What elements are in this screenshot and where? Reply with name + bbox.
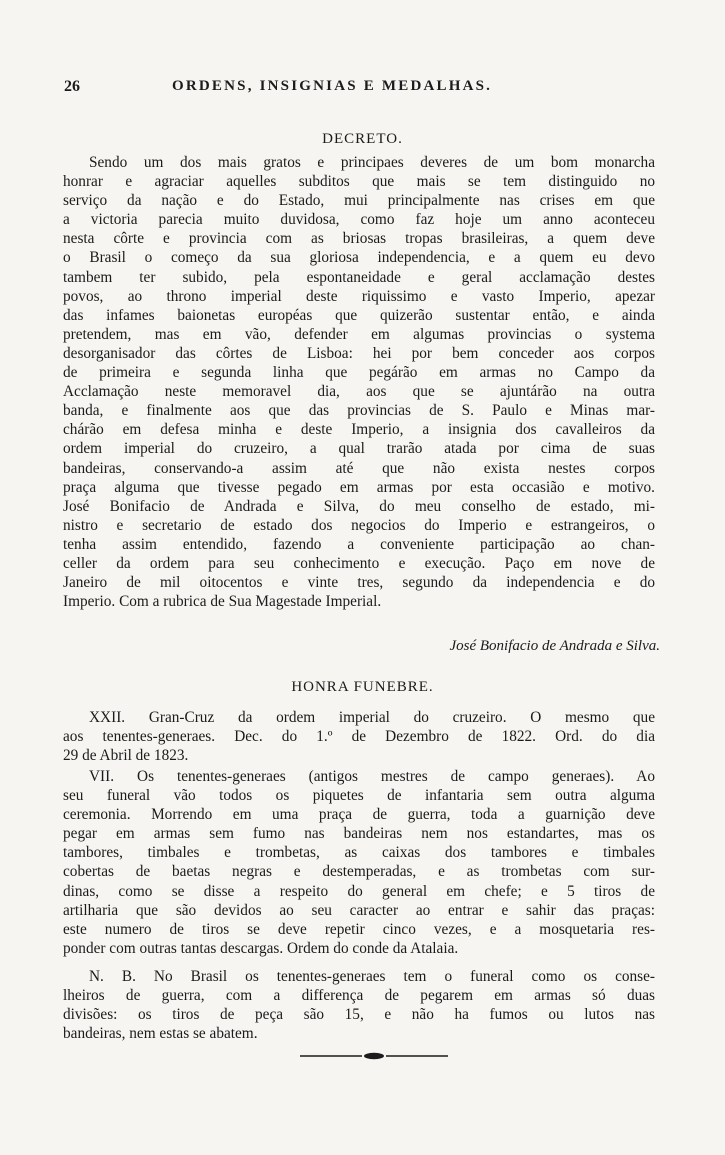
text-line: Imperio. Com a rubrica de Sua Magestade Imperial. <box>63 593 382 611</box>
text-line: ponder com outras tantas descargas. Ordem do conde da Atalaia. <box>63 939 459 957</box>
text-line: divisões: os tiros de peça são 15, e não ha fumos ou lutos nas <box>63 1006 655 1024</box>
text-line: serviço da nação e do Estado, mui principalmente nas crises em que <box>63 192 655 210</box>
text-line: Janeiro de mil oitocentos e vinte tres, segundo da independencia e do <box>63 574 655 592</box>
text-line: tambores, timbales e trombetas, as caixas dos tambores e timbales <box>63 844 655 862</box>
text-line: praça alguma que tivesse pegado em armas por esta occasião e motivo. <box>63 478 655 496</box>
text-line: Acclamação neste memoravel dia, aos que se ajuntárão na outra <box>63 383 655 401</box>
text-line: de primeira e segunda linha que pegárão em armas no Campo da <box>63 364 655 382</box>
text-line: celler da ordem para seu conhecimento e execução. Paço em nove de <box>63 554 655 572</box>
text-line: XXII. Gran-Cruz da ordem imperial do cruzeiro. O mesmo que <box>89 709 655 726</box>
text-line: tambem ter subido, pela espontaneidade e geral acclamação destes <box>63 268 655 286</box>
text-line: pretendem, mas em vão, defender em algumas provincias o systema <box>63 325 655 343</box>
text-line: povos, ao throno imperial deste riquissimo e vasto Imperio, apezar <box>63 287 655 305</box>
text-line: cobertas de baetas negras e destemperadas, e as trombetas com sur- <box>63 863 655 881</box>
text-line: este numero de tiros se deve repetir cinco vezes, e a mosquetaria res- <box>63 920 655 938</box>
text-line: nesta côrte e provincia com as briosas tropas brasileiras, a quem deve <box>63 230 655 248</box>
text-line: banda, e finalmente aos que das provincias de S. Paulo e Minas mar- <box>63 402 655 420</box>
nota-bene <box>63 967 655 1043</box>
text-line: N. B. No Brasil os tenentes-generaes tem o funeral como os conse- <box>89 968 655 985</box>
text-line: bandeiras, nem estas se abatem. <box>63 1025 258 1043</box>
text-line: aos tenentes-generaes. Dec. do 1.º de Dezembro de 1822. Ord. do dia <box>63 728 655 746</box>
signature: José Bonifacio de Andrada e Silva. <box>449 638 660 654</box>
text-line: dinas, como se disse a respeito do general em chefe; e 5 tiros de <box>63 882 655 900</box>
text-line: honrar e agraciar aquelles subditos que mais se tem distinguido no <box>63 173 655 191</box>
decreto-title: DECRETO. <box>322 131 403 147</box>
text-line: José Bonifacio de Andrada e Silva, do meu conselho de estado, mi- <box>63 497 655 515</box>
text-line: 29 de Abril de 1823. <box>63 747 189 765</box>
text-line: das infames baionetas européas que quizerão sustentar então, e ainda <box>63 306 655 324</box>
text-line: Sendo um dos mais gratos e principaes deveres de um bom monarcha <box>89 154 655 171</box>
text-line: chárão em defesa minha e deste Imperio, a insignia dos cavalleiros da <box>63 421 655 439</box>
decreto-body <box>63 153 655 611</box>
text-line: o Brasil o começo da sua gloriosa independencia, e a quem eu devo <box>63 249 655 267</box>
text-line: lheiros de guerra, com a differença de pegarem em armas só duas <box>63 987 655 1005</box>
running-title: ORDENS, INSIGNIAS E MEDALHAS. <box>172 78 493 94</box>
end-ornament <box>300 1052 448 1060</box>
honra-funebre-title: HONRA FUNEBRE. <box>291 679 434 695</box>
page-header <box>64 78 664 100</box>
text-line: nistro e secretario de estado dos negocios do Imperio e estrangeiros, o <box>63 516 655 534</box>
text-line: ordem imperial do cruzeiro, a qual trarão atada por cima de suas <box>63 440 655 458</box>
text-line: a victoria parecia muito duvidosa, como faz hoje um anno aconteceu <box>63 211 655 229</box>
text-line: pegar em armas sem fumo nas bandeiras nem nos estandartes, mas os <box>63 825 655 843</box>
page-number: 26 <box>64 78 80 95</box>
text-line: tenha assim entendido, fazendo a conveniente participação ao chan- <box>63 535 655 553</box>
text-line: VII. Os tenentes-generaes (antigos mestres de campo generaes). Ao <box>89 768 655 785</box>
text-line: artilharia que são devidos ao seu caracter ao entrar e sahir das praças: <box>63 901 655 919</box>
article-vii <box>63 767 655 958</box>
text-line: desorganisador das côrtes de Lisboa: hei por bem conceder aos corpos <box>63 344 655 362</box>
text-line: ceremonia. Morrendo em uma praça de guerra, toda a guarnição deve <box>63 806 655 824</box>
text-line: seu funeral vão todos os piquetes de infantaria sem outra alguma <box>63 787 655 805</box>
article-xxii <box>63 708 655 765</box>
text-line: bandeiras, conservando-a assim até que não exista nestes corpos <box>63 459 655 477</box>
